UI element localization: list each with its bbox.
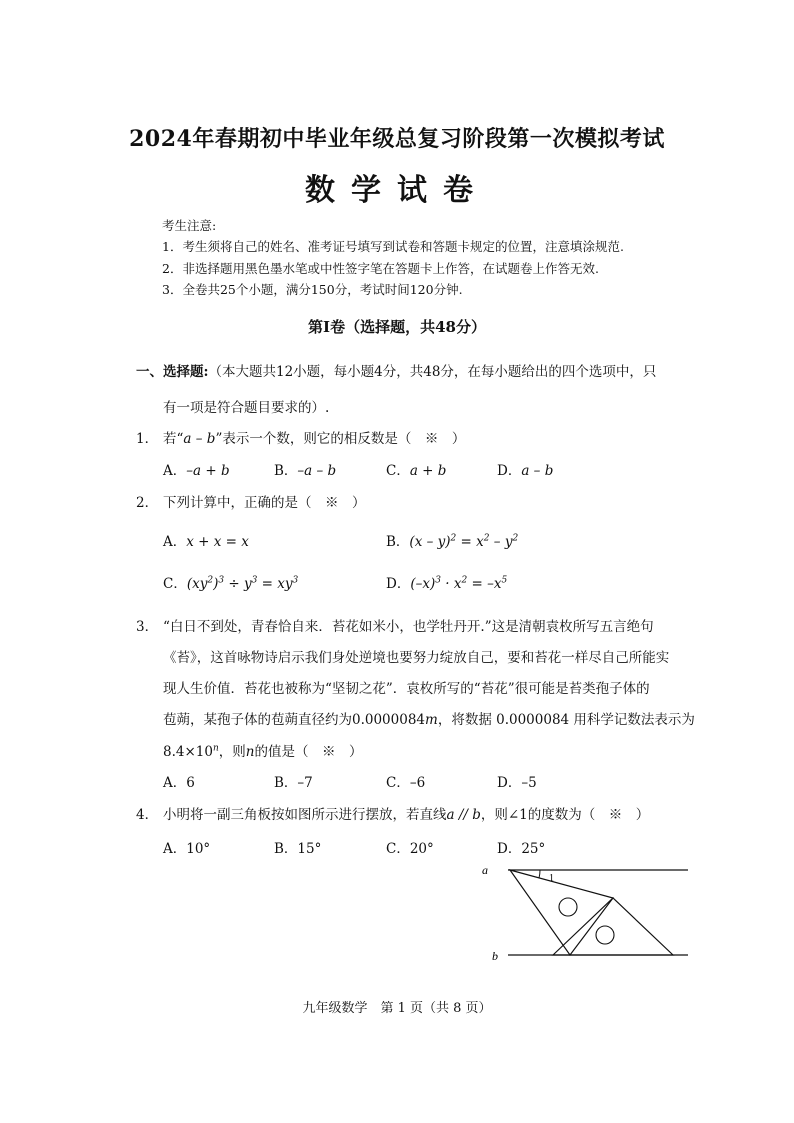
q4-stem-a: 小明将一副三角板按如图所示进行摆放，若直线 (163, 807, 447, 823)
q2-d-exp-1: 3 (435, 575, 441, 586)
q2-d-part-3: = –x (467, 576, 502, 592)
q2-b-part-1: (x – y) (409, 534, 451, 550)
q3-line-5-b: ，则 (218, 744, 246, 760)
q3-line-4 (163, 708, 695, 728)
label-b: b (492, 949, 498, 963)
q4-option-d: D．25° (497, 841, 546, 857)
q2-c-part-3: ÷ y (224, 576, 252, 592)
q2-option-b-label: B． (386, 534, 410, 550)
q2-option-c (163, 572, 298, 592)
q2-d-part-1: (–x) (410, 576, 436, 592)
page-footer: 九年级数学 第 1 页（共 8 页） (302, 1001, 492, 1016)
q3-line-3: 现人生价值．苔花也被称为“坚韧之花”．袁枚所写的“苔花”很可能是苔类孢子体的 (163, 681, 650, 697)
q1-stem (163, 427, 465, 447)
q2-option-c-expr (187, 576, 298, 592)
q1-option-d-label: D． (497, 463, 522, 479)
notice-item-3: 3．全卷共25个小题，满分150分，考试时间120分钟. (162, 282, 463, 297)
q1-option-c (386, 459, 446, 479)
q2-d-part-2: · x (440, 576, 462, 592)
q2-c-exp-3: 3 (251, 575, 258, 586)
q1-option-b-expr: –a – b (297, 463, 337, 479)
triangle-1-hole (559, 898, 577, 916)
q2-c-exp-4: 3 (292, 575, 299, 586)
instruction-line-1: （本大题共12小题，每小题4分，共48分，在每小题给出的四个选项中，只 (208, 364, 657, 380)
q3-line-5-a: 8.4×10 (163, 744, 213, 760)
q2-b-exp-2: 2 (483, 533, 490, 544)
q3-line-5 (163, 740, 362, 760)
q3-line-4-a: 苞蒴，某孢子体的苞蒴直径约为0.0000084 (163, 712, 426, 728)
q2-stem: 下列计算中，正确的是（ ※ ） (163, 495, 366, 511)
q4-stem (163, 803, 649, 823)
q1-option-a-label: A． (163, 463, 187, 479)
q2-option-d-expr (410, 576, 507, 592)
q2-option-b (386, 530, 518, 550)
notice-heading: 考生注意: (162, 218, 217, 233)
section-instruction (136, 360, 656, 380)
q4-figure (478, 860, 698, 970)
angle-1-arc (539, 870, 540, 878)
label-angle-1: 1 (549, 873, 554, 884)
q2-number: 2． (136, 495, 159, 511)
q1-stem-expr: a – b (183, 431, 216, 447)
q2-option-a-expr: x + x = x (186, 534, 249, 550)
exam-title: 2024年春期初中毕业年级总复习阶段第一次模拟考试 (129, 126, 665, 152)
q4-stem-b: ，则∠1的度数为（ ※ ） (480, 807, 650, 823)
label-a: a (482, 863, 488, 877)
q2-b-exp-1: 2 (450, 533, 457, 544)
q1-option-a (163, 459, 230, 479)
q4-option-b: B．15° (274, 841, 322, 857)
q2-d-exp-3: 5 (501, 575, 508, 586)
q3-line-2: 《苔》，这首咏物诗启示我们身处逆境也要努力绽放自己，要和苔花一样尽自己所能实 (163, 650, 670, 666)
q2-c-exp-1: 2 (207, 575, 214, 586)
q2-d-exp-2: 2 (461, 575, 468, 586)
q2-c-part-4: = xy (257, 576, 293, 592)
q3-line-4-b: ，将数据 0.0000084 用科学记数法表示为 (437, 712, 695, 728)
q3-option-d: D．–5 (497, 775, 537, 791)
q1-stem-post: ”表示一个数，则它的相反数是（ ※ ） (215, 431, 466, 447)
q3-option-a: A．6 (163, 775, 195, 791)
q1-option-d-expr: a – b (521, 463, 554, 479)
q2-option-d-label: D． (386, 576, 411, 592)
q1-option-b (274, 459, 336, 479)
section-heading: 一、选择题: (136, 364, 209, 380)
q3-option-b: B．–7 (274, 775, 313, 791)
q3-number: 3． (136, 619, 159, 635)
q1-stem-pre: 若“ (163, 431, 184, 447)
triangle-ruler-2 (553, 898, 673, 955)
notice-item-1: 1．考生须将自己的姓名、准考证号填写到试卷和答题卡规定的位置，注意填涂规范. (162, 239, 624, 254)
instruction-line-2: 有一项是符合题目要求的）. (163, 400, 330, 416)
subject-title: 数学试卷 (305, 173, 489, 208)
q2-c-exp-2: 3 (218, 575, 225, 586)
q2-c-part-2: ) (213, 576, 219, 592)
q4-option-a: A．10° (163, 841, 211, 857)
q1-option-a-expr: –a + b (186, 463, 230, 479)
q2-option-a-label: A． (163, 534, 187, 550)
q3-line-4-unit: m (425, 712, 438, 728)
q3-line-5-exp: n (212, 743, 219, 754)
q1-option-b-label: B． (274, 463, 298, 479)
q2-option-b-expr (409, 534, 518, 550)
q2-option-a (163, 530, 249, 550)
q2-b-exp-3: 2 (512, 533, 519, 544)
q4-option-c: C．20° (386, 841, 434, 857)
q3-line-5-c: 的值是（ ※ ） (254, 744, 363, 760)
q2-option-d (386, 572, 507, 592)
q4-stem-var: a // b (446, 807, 481, 823)
q1-option-c-expr: a + b (409, 463, 447, 479)
q3-option-c: C．–6 (386, 775, 426, 791)
q3-line-1: “白日不到处，青春恰自来．苔花如米小，也学牡丹开.”这是清朝袁枚所写五言绝句 (163, 619, 654, 635)
q1-option-d (497, 459, 553, 479)
q4-number: 4． (136, 807, 159, 823)
q2-b-part-2: = x (456, 534, 484, 550)
q2-c-part-1: (xy (186, 576, 208, 592)
q1-option-c-label: C． (386, 463, 410, 479)
section-title: 第Ⅰ卷（选择题，共48分） (308, 318, 486, 336)
q2-b-part-3: – y (489, 534, 513, 550)
q3-line-5-var: n (245, 744, 255, 760)
triangle-2-hole (596, 926, 614, 944)
notice-item-2: 2．非选择题用黑色墨水笔或中性签字笔在答题卡上作答，在试题卷上作答无效. (162, 261, 599, 276)
q1-number: 1． (136, 431, 159, 447)
q2-option-c-label: C． (163, 576, 187, 592)
